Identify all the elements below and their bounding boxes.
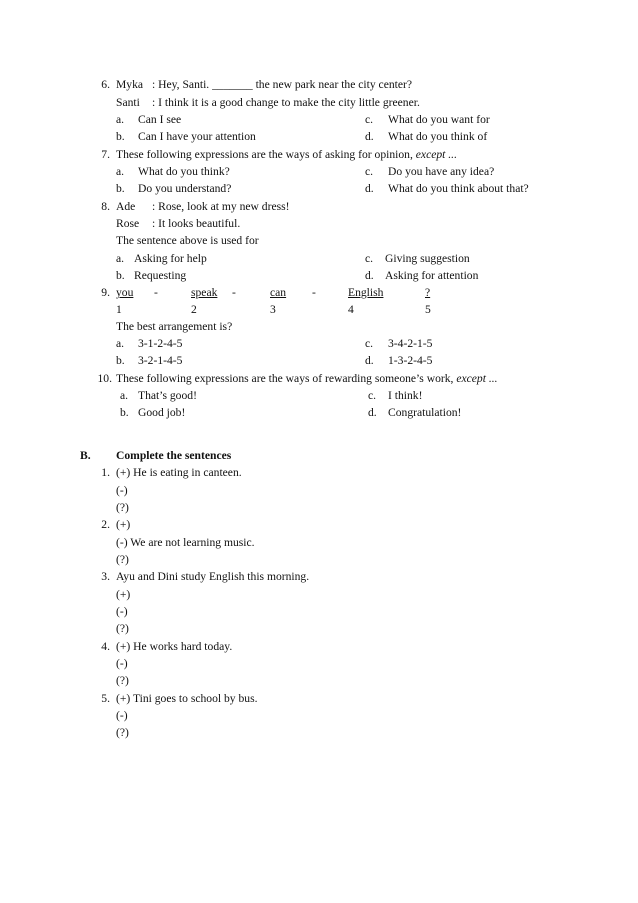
option-text: What do you think of — [388, 130, 488, 143]
option-letter: d. — [368, 406, 377, 419]
option-text: Congratulation! — [388, 406, 462, 419]
word-dash: - — [232, 286, 236, 299]
sentence-line: (+) — [116, 588, 131, 601]
option-letter: d. — [365, 269, 374, 282]
option-text: 3-4-2-1-5 — [388, 337, 433, 350]
item-number: 4. — [101, 640, 110, 653]
question-text — [116, 149, 457, 161]
option-text: Do you understand? — [138, 182, 232, 195]
sentence-line: (+) Tini goes to school by bus. — [116, 692, 258, 705]
word-index: 5 — [425, 303, 431, 316]
option-text: What do you think? — [138, 165, 230, 178]
sentence-line: (-) We are not learning music. — [116, 536, 255, 549]
sentence-line: (+) — [116, 518, 131, 531]
sentence-line: (?) — [116, 726, 129, 739]
question-text — [116, 373, 498, 385]
dialogue-line: : I think it is a good change to make the city little greener. — [152, 96, 420, 109]
option-letter: d. — [365, 182, 374, 195]
item-number: 5. — [101, 692, 110, 705]
word-dash: - — [154, 286, 158, 299]
option-letter: b. — [116, 130, 125, 143]
sentence-line: (?) — [116, 501, 129, 514]
item-number: 3. — [101, 570, 110, 583]
word-index: 3 — [270, 303, 276, 316]
option-text: Asking for attention — [385, 269, 479, 282]
speaker-name: Rose — [116, 217, 140, 230]
speaker-name: Ade — [116, 200, 136, 213]
question-stem: These following expressions are the ways of asking for opinion, — [116, 148, 413, 161]
question-emphasis: except ... — [415, 148, 457, 161]
option-text: Can I have your attention — [138, 130, 256, 143]
question-prompt: The sentence above is used for — [116, 234, 259, 247]
option-letter: c. — [365, 252, 374, 265]
dialogue-line: : It looks beautiful. — [152, 217, 241, 230]
option-letter: c. — [368, 389, 377, 402]
question-number: 7. — [101, 148, 110, 161]
sentence-line: (-) — [116, 605, 128, 618]
option-letter: a. — [116, 165, 125, 178]
option-letter: a. — [116, 337, 125, 350]
item-number: 2. — [101, 518, 110, 531]
scrambled-word: speak — [191, 286, 218, 299]
option-letter: c. — [365, 337, 374, 350]
scrambled-word: ? — [425, 286, 431, 299]
option-text: Giving suggestion — [385, 252, 470, 265]
question-prompt: The best arrangement is? — [116, 320, 233, 333]
option-text: What do you think about that? — [388, 182, 529, 195]
option-text: Requesting — [134, 269, 187, 282]
option-text: 3-2-1-4-5 — [138, 354, 183, 367]
speaker-name: Santi — [116, 96, 140, 109]
option-text: Do you have any idea? — [388, 165, 495, 178]
question-stem: These following expressions are the ways of rewarding someone’s work, — [116, 372, 454, 385]
option-text: Asking for help — [134, 252, 207, 265]
scrambled-word: you — [116, 286, 134, 299]
sentence-line: (+) He is eating in canteen. — [116, 466, 242, 479]
dialogue-line: : Rose, look at my new dress! — [152, 200, 290, 213]
option-text: 1-3-2-4-5 — [388, 354, 433, 367]
section-title: Complete the sentences — [116, 449, 232, 462]
sentence-line: (+) He works hard today. — [116, 640, 233, 653]
option-letter: b. — [116, 354, 125, 367]
sentence-line: (?) — [116, 553, 129, 566]
option-letter: c. — [365, 113, 374, 126]
option-letter: d. — [365, 130, 374, 143]
sentence-line: (?) — [116, 622, 129, 635]
sentence-line: (-) — [116, 484, 128, 497]
option-text: That’s good! — [138, 389, 197, 402]
option-text: What do you want for — [388, 113, 490, 126]
sentence-line: (-) — [116, 709, 128, 722]
word-index: 4 — [348, 303, 354, 316]
option-text: I think! — [388, 389, 423, 402]
item-number: 1. — [101, 466, 110, 479]
option-text: Can I see — [138, 113, 182, 126]
dialogue-line: : Hey, Santi. _______ the new park near the city center? — [152, 78, 413, 91]
scrambled-word: English — [348, 286, 384, 299]
question-emphasis: except ... — [456, 372, 498, 385]
question-number: 10. — [97, 372, 112, 385]
word-index: 2 — [191, 303, 197, 316]
option-text: Good job! — [138, 406, 186, 419]
section-label: B. — [80, 449, 91, 462]
speaker-name: Myka — [116, 78, 144, 91]
option-letter: a. — [116, 113, 125, 126]
sentence-line: (?) — [116, 674, 129, 687]
option-letter: d. — [365, 354, 374, 367]
word-index: 1 — [116, 303, 122, 316]
option-letter: c. — [365, 165, 374, 178]
option-letter: b. — [116, 182, 125, 195]
option-letter: a. — [116, 252, 125, 265]
option-text: 3-1-2-4-5 — [138, 337, 183, 350]
word-dash: - — [312, 286, 316, 299]
sentence-line: Ayu and Dini study English this morning. — [116, 570, 310, 583]
option-letter: b. — [116, 269, 125, 282]
option-letter: b. — [120, 406, 129, 419]
question-number: 9. — [101, 286, 110, 299]
sentence-line: (-) — [116, 657, 128, 670]
option-letter: a. — [120, 389, 129, 402]
scrambled-word: can — [270, 286, 287, 299]
question-number: 8. — [101, 200, 110, 213]
question-number: 6. — [101, 78, 110, 91]
